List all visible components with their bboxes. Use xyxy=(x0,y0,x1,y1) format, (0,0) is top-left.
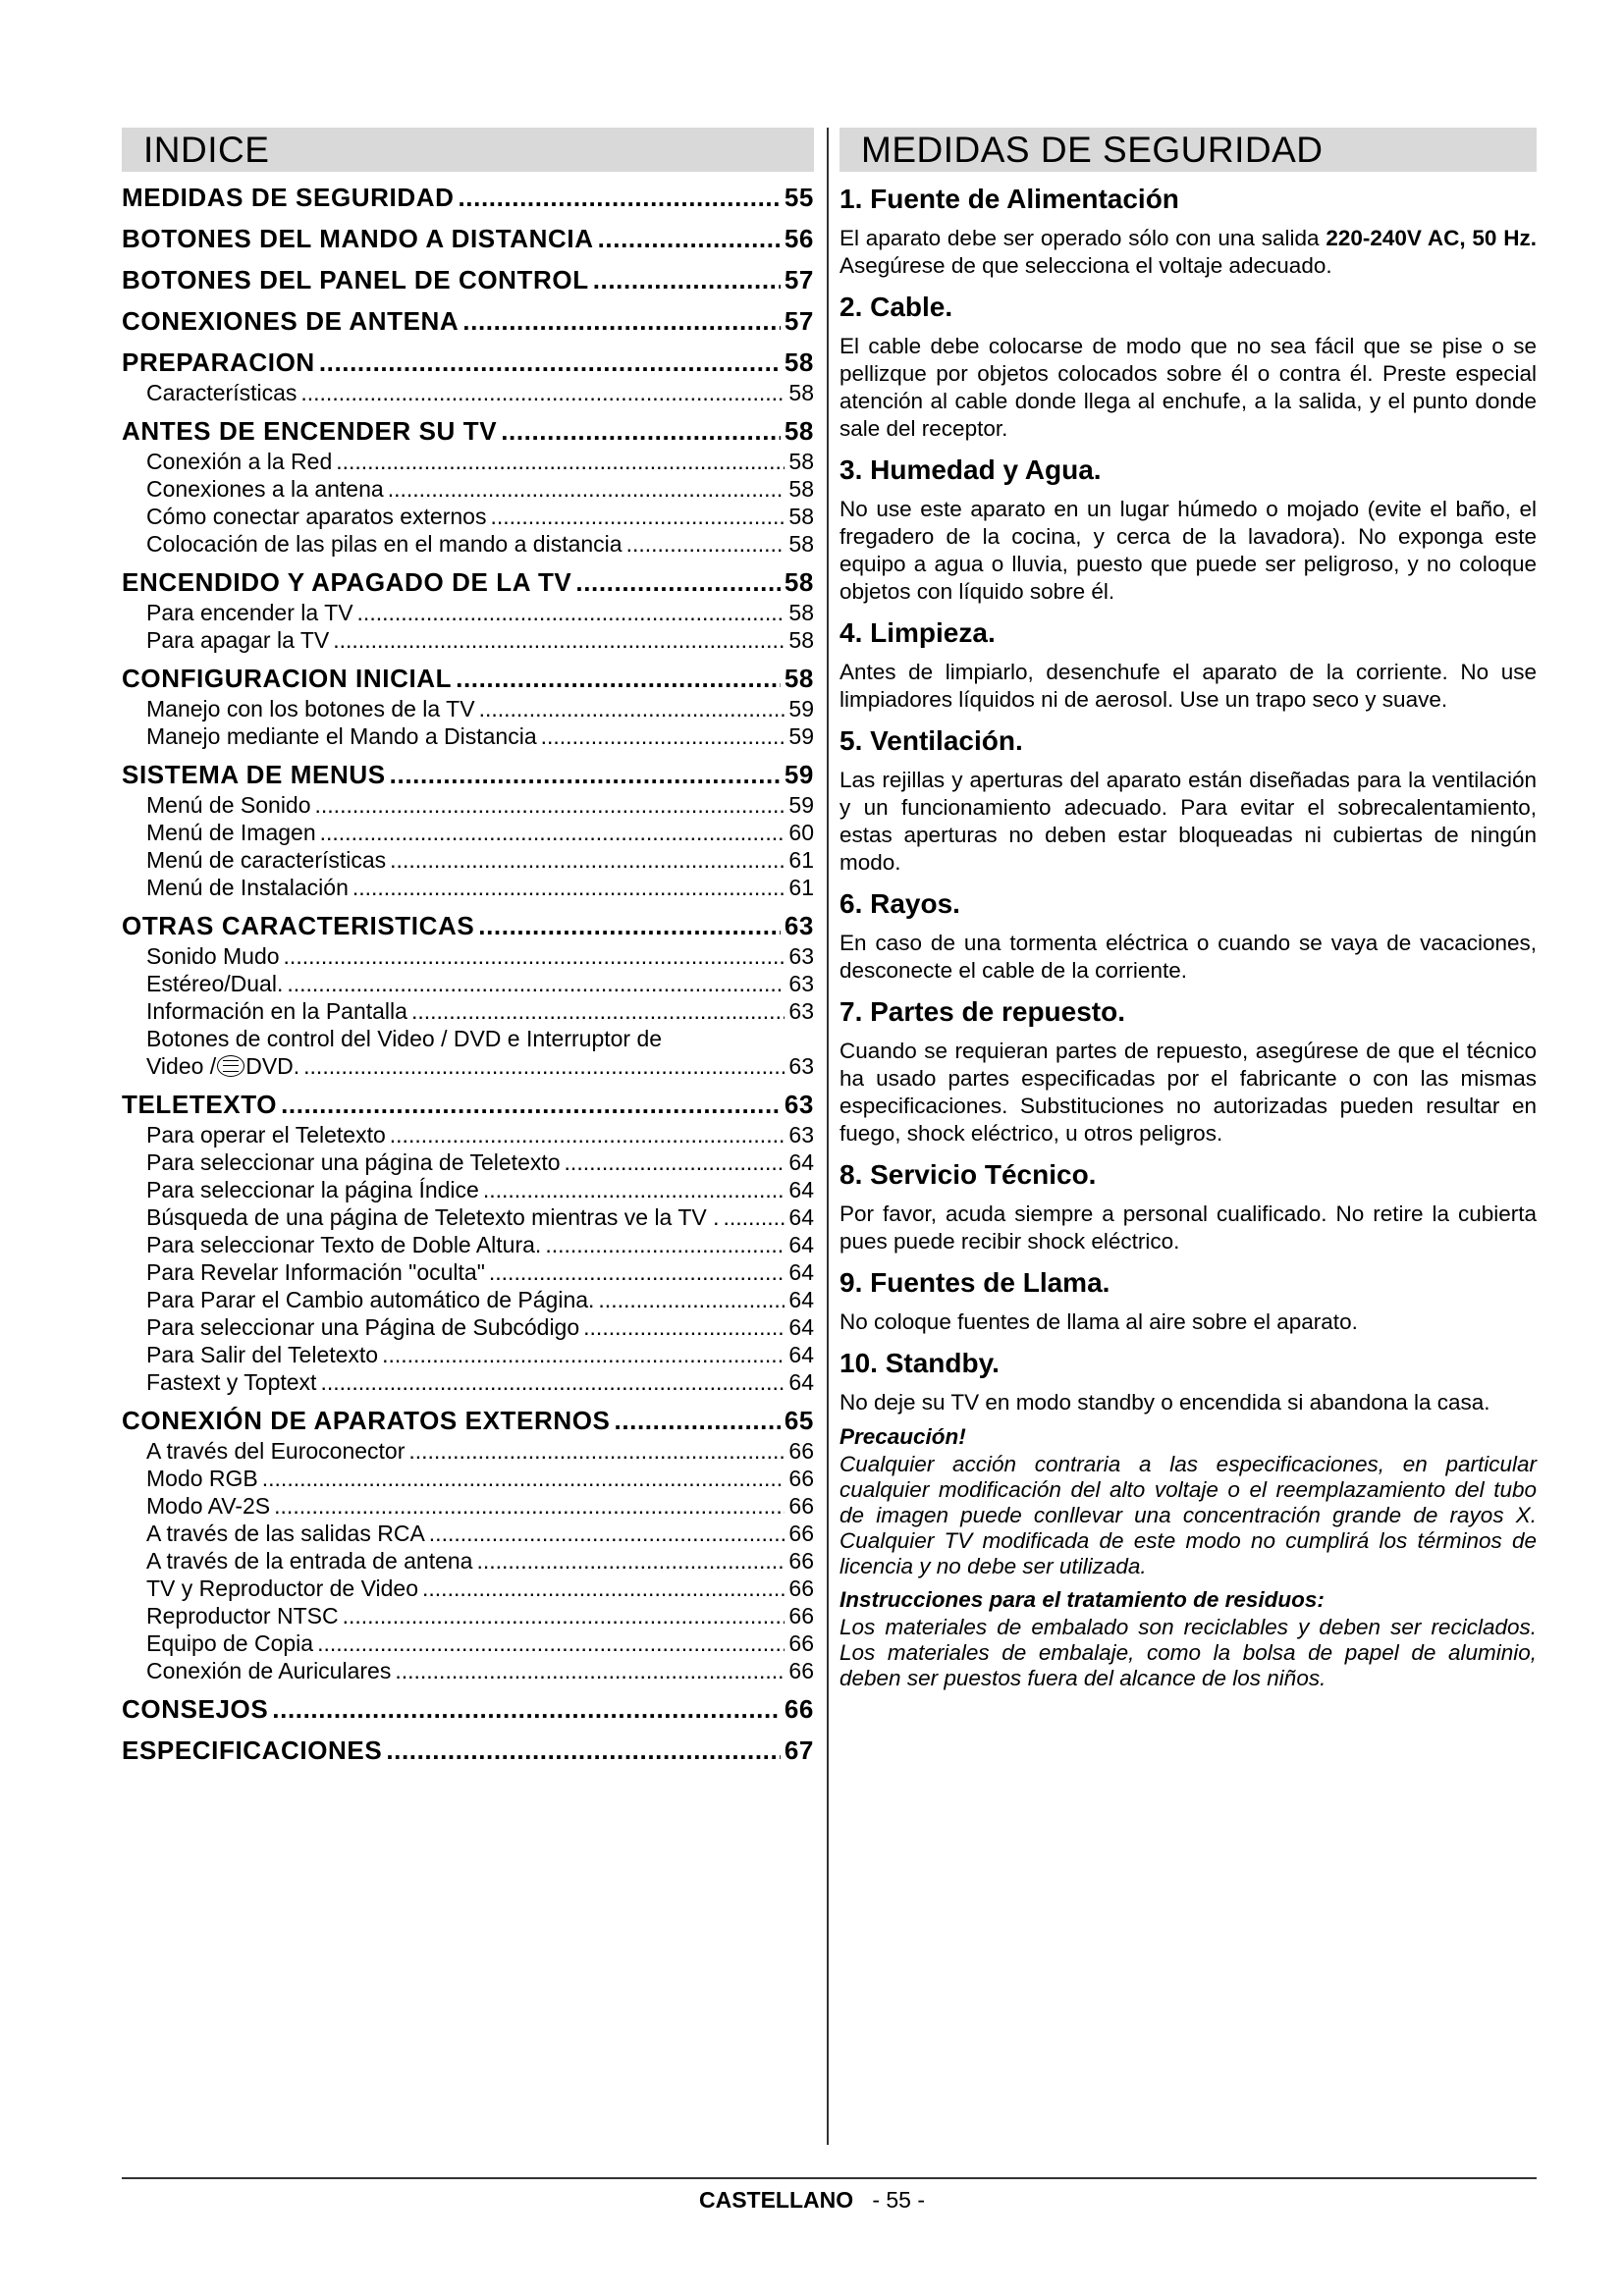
leader-dots xyxy=(458,182,780,214)
leader-dots xyxy=(287,970,785,997)
toc-list xyxy=(122,1089,814,1767)
toc-page-number: 64 xyxy=(788,1149,814,1175)
leader-dots xyxy=(422,1575,785,1602)
caution-text: Cualquier acción contraria a las especificaciones, en particular cualquier modificación del alto voltaje o el reemplazamiento del tubo de imagen puede conllevar una concentración grande de rayos X. Cualquier TV modificada de este modo no cumplirá los términos de licencia y no debe ser utilizada. xyxy=(839,1452,1537,1578)
leader-dots xyxy=(320,1368,785,1396)
toc-page-number: 59 xyxy=(788,696,814,721)
leader-dots xyxy=(390,1121,785,1148)
section-title: 5. Ventilación. xyxy=(839,725,1023,756)
leader-dots xyxy=(583,1313,785,1341)
toc-entry: MEDIDAS DE SEGURIDAD ..... 55 xyxy=(122,182,814,214)
leader-dots xyxy=(317,1629,785,1657)
leader-dots xyxy=(598,223,781,255)
toc-page-number: 58 xyxy=(788,627,814,653)
toc-sub-entry-video-dvd: Video / DVD. ..... 63 xyxy=(122,1052,814,1080)
toc-entry: BOTONES DEL MANDO A DISTANCIA ..... 56 xyxy=(122,223,814,255)
toc-page-number: 58 xyxy=(788,476,814,502)
leader-dots xyxy=(456,663,781,695)
toc-entry: ENCENDIDO Y APAGADO DE LA TV ..... 58 xyxy=(122,566,814,599)
toc-page-number: 63 xyxy=(788,971,814,996)
toc-sub-entry: Para seleccionar una página de Teletexto ..... 64 xyxy=(122,1148,814,1176)
leader-dots xyxy=(545,1231,785,1258)
leader-dots xyxy=(382,1341,785,1368)
toc-page-number: 60 xyxy=(788,820,814,845)
section-title: 6. Rayos. xyxy=(839,888,960,919)
leader-dots xyxy=(593,264,781,296)
safety-column xyxy=(839,128,1537,1691)
section-text: Cuando se requieran partes de repuesto, asegúrese de que el técnico ha usado partes especificadas por el fabricante o con las mismas especificaciones. Substituciones no autorizadas pueden resultar en fuego, shock eléctrico, u otros peligros. xyxy=(839,1039,1537,1146)
section-title: 9. Fuentes de Llama. xyxy=(839,1267,1110,1298)
toc-sub-entry: Para seleccionar la página Índice ..... 64 xyxy=(122,1176,814,1203)
toc-page-number: 64 xyxy=(788,1204,814,1230)
waste-text: Los materiales de embalado son reciclables y deben ser reciclados. Los materiales de embalaje, como la bolsa de papel de aluminio, deben ser puestos fuera del alcance de los niños. xyxy=(839,1615,1537,1690)
leader-dots xyxy=(320,819,785,846)
toc-sub-entry: Manejo mediante el Mando a Distancia ..... 59 xyxy=(122,722,814,750)
caution-title: Precaución! xyxy=(839,1424,966,1449)
toc-sub-entry: Para encender la TV ..... 58 xyxy=(122,599,814,626)
leader-dots xyxy=(724,1203,785,1231)
section-title: 4. Limpieza. xyxy=(839,617,996,648)
section-title: 7. Partes de repuesto. xyxy=(839,996,1126,1027)
toc-page-number: 58 xyxy=(788,600,814,625)
toc-sub-entry: Sonido Mudo ..... 63 xyxy=(122,942,814,970)
column-divider xyxy=(827,128,829,2145)
section-title: 2. Cable. xyxy=(839,292,953,322)
toc-page-number: 58 xyxy=(784,567,814,597)
leader-dots xyxy=(429,1520,785,1547)
leader-dots xyxy=(483,1176,785,1203)
toc-sub-entry: TV y Reproductor de Video ..... 66 xyxy=(122,1575,814,1602)
toc-sub-entry: Modo RGB ..... 66 xyxy=(122,1465,814,1492)
leader-dots xyxy=(575,566,781,599)
toc-page-number: 59 xyxy=(784,760,814,789)
toc-sub-entry: Colocación de las pilas en el mando a distancia ..... 58 xyxy=(122,530,814,558)
toc-page-number: 66 xyxy=(788,1438,814,1464)
voltage-spec: 220-240V AC, 50 Hz. xyxy=(1326,226,1537,250)
toc-page-number: 63 xyxy=(788,998,814,1024)
toc-sub-entry: A través de la entrada de antena ..... 66 xyxy=(122,1547,814,1575)
toc-page-number: 58 xyxy=(784,416,814,446)
leader-dots xyxy=(476,1547,785,1575)
leader-dots xyxy=(343,1602,785,1629)
toc-page-number: 63 xyxy=(788,943,814,969)
toc-page-number: 66 xyxy=(788,1630,814,1656)
toc-sub-entry: Menú de características ..... 61 xyxy=(122,846,814,874)
toc-sub-entry-video-dvd-line1: Botones de control del Video / DVD e Interruptor de xyxy=(146,1026,663,1051)
section-text: El aparato debe ser operado sólo con una salida 220-240V AC, 50 Hz. Asegúrese de que selecciona el voltaje adecuado. xyxy=(839,226,1537,278)
toc-entry: PREPARACION ..... 58 xyxy=(122,347,814,379)
section-text: En caso de una tormenta eléctrica o cuando se vaya de vacaciones, desconecte el cable de la corriente. xyxy=(839,931,1537,983)
section-text: Antes de limpiarlo, desenchufe el aparato de la corriente. No use limpiadores líquidos ni de aerosol. Use un trapo seco y suave. xyxy=(839,660,1537,712)
toc-page-number: 66 xyxy=(784,1694,814,1724)
toc-entry: ANTES DE ENCENDER SU TV ..... 58 xyxy=(122,415,814,448)
toc-page-number: 59 xyxy=(788,723,814,749)
toc-sub-entry: A través del Euroconector ..... 66 xyxy=(122,1437,814,1465)
toc-sub-entry: Estéreo/Dual. ..... 63 xyxy=(122,970,814,997)
toc-page-number: 63 xyxy=(784,911,814,940)
leader-dots xyxy=(281,1089,781,1121)
section-text: No use este aparato en un lugar húmedo o mojado (evite el baño, el fregadero de la cocina, y cerca de la lavadora). No exponga este equipo a agua o lluvia, puesto que puede ser peligroso, y no coloque objetos con líquido sobre él. xyxy=(839,497,1537,604)
toc-page-number: 61 xyxy=(788,847,814,873)
toc-entry: OTRAS CARACTERISTICAS ..... 63 xyxy=(122,910,814,942)
toc-sub-entry: Menú de Sonido ..... 59 xyxy=(122,791,814,819)
toc-page-number: 64 xyxy=(788,1314,814,1340)
waste-title: Instrucciones para el tratamiento de residuos: xyxy=(839,1587,1325,1612)
toc-page-number: 64 xyxy=(788,1232,814,1257)
leader-dots xyxy=(388,475,785,503)
toc-page-number: 58 xyxy=(788,449,814,474)
toc-sub-entry: Para Revelar Información "oculta" ..... 64 xyxy=(122,1258,814,1286)
footer-rule xyxy=(122,2177,1537,2179)
toc-sub-entry: Para seleccionar una Página de Subcódigo ..... 64 xyxy=(122,1313,814,1341)
toc-entry: CONEXIONES DE ANTENA ..... 57 xyxy=(122,305,814,338)
toc-sub-entry: Menú de Instalación ..... 61 xyxy=(122,874,814,901)
leader-dots xyxy=(615,1405,781,1437)
toc-sub-entry: Búsqueda de una página de Teletexto mientras ve la TV . ..... 64 xyxy=(122,1203,814,1231)
toc-page-number: 57 xyxy=(784,265,814,294)
toc-page-number: 66 xyxy=(788,1548,814,1574)
leader-dots xyxy=(541,722,785,750)
section-text: No deje su TV en modo standby o encendida si abandona la casa. xyxy=(839,1390,1490,1415)
toc-sub-entry: Manejo con los botones de la TV ..... 59 xyxy=(122,695,814,722)
toc-entry: CONSEJOS ..... 66 xyxy=(122,1693,814,1726)
toc-page-number: 63 xyxy=(788,1053,814,1079)
section-text: El cable debe colocarse de modo que no sea fácil que se pise o se pellizque por objetos colocados sobre él o contra él. Preste especial atención al cable donde llega al enchufe, a la salida, y el punto donde sale del receptor. xyxy=(839,334,1537,441)
dvd-icon xyxy=(217,1055,244,1077)
toc-sub-entry: Para Salir del Teletexto ..... 64 xyxy=(122,1341,814,1368)
leader-dots xyxy=(462,305,781,338)
toc-sub-entry: A través de las salidas RCA ..... 66 xyxy=(122,1520,814,1547)
toc-sub-entry: Para seleccionar Texto de Doble Altura. ..... 64 xyxy=(122,1231,814,1258)
leader-dots xyxy=(303,1052,785,1080)
leader-dots xyxy=(284,942,785,970)
toc-page-number: 64 xyxy=(788,1259,814,1285)
section-text: Las rejillas y aperturas del aparato están diseñadas para la ventilación y un funcionamiento adecuado. Para evitar el sobrecalentamiento, estas aperturas no deben estar bloqueadas ni cubiertas de ningún modo. xyxy=(839,768,1537,875)
toc-sub-entry: Conexión a la Red ..... 58 xyxy=(122,448,814,475)
footer-language: CASTELLANO xyxy=(698,2187,854,2213)
toc-sub-entry: Equipo de Copia ..... 66 xyxy=(122,1629,814,1657)
toc-entry: CONEXIÓN DE APARATOS EXTERNOS ..... 65 xyxy=(122,1405,814,1437)
toc-sub-entry: Menú de Imagen ..... 60 xyxy=(122,819,814,846)
toc-entry: SISTEMA DE MENUS ..... 59 xyxy=(122,759,814,791)
leader-dots xyxy=(386,1735,781,1767)
toc-page-number: 58 xyxy=(784,664,814,693)
leader-dots xyxy=(262,1465,785,1492)
page-number: - 55 - xyxy=(872,2187,926,2213)
leader-dots xyxy=(626,530,785,558)
toc-page-number: 66 xyxy=(788,1603,814,1629)
section-title: 3. Humedad y Agua. xyxy=(839,454,1102,485)
toc-page-number: 64 xyxy=(788,1287,814,1312)
section-title: 10. Standby. xyxy=(839,1348,1000,1378)
toc-sub-entry: Conexión de Auriculares ..... 66 xyxy=(122,1657,814,1684)
leader-dots xyxy=(274,1492,785,1520)
toc-page-number: 66 xyxy=(788,1466,814,1491)
leader-dots xyxy=(395,1657,785,1684)
toc-page-number: 65 xyxy=(784,1406,814,1435)
toc-page-number: 66 xyxy=(788,1575,814,1601)
toc-entry: CONFIGURACION INICIAL ..... 58 xyxy=(122,663,814,695)
toc-sub-entry: Conexiones a la antena ..... 58 xyxy=(122,475,814,503)
toc-page-number: 67 xyxy=(784,1735,814,1765)
toc-page-number: 64 xyxy=(788,1342,814,1367)
toc-sub-entry: Cómo conectar aparatos externos ..... 58 xyxy=(122,503,814,530)
toc-page-number: 58 xyxy=(788,380,814,405)
toc-sub-entry: Modo AV-2S ..... 66 xyxy=(122,1492,814,1520)
toc-sub-entry: Información en la Pantalla ..... 63 xyxy=(122,997,814,1025)
toc-sub-entry: Para operar el Teletexto ..... 63 xyxy=(122,1121,814,1148)
toc-sub-entry: Para apagar la TV ..... 58 xyxy=(122,626,814,654)
toc-page-number: 58 xyxy=(788,504,814,529)
index-column xyxy=(122,128,814,1767)
leader-dots xyxy=(411,997,785,1025)
leader-dots xyxy=(357,599,785,626)
section-title: 8. Servicio Técnico. xyxy=(839,1159,1097,1190)
leader-dots xyxy=(319,347,781,379)
toc-entry: BOTONES DEL PANEL DE CONTROL ..... 57 xyxy=(122,264,814,296)
toc-sub-entry: Características ..... 58 xyxy=(122,379,814,406)
toc-page-number: 55 xyxy=(784,183,814,212)
leader-dots xyxy=(478,910,781,942)
page-footer xyxy=(0,2187,1624,2214)
leader-dots xyxy=(408,1437,785,1465)
leader-dots xyxy=(501,415,781,448)
leader-dots xyxy=(479,695,785,722)
section-text: No coloque fuentes de llama al aire sobre el aparato. xyxy=(839,1309,1358,1334)
leader-dots xyxy=(490,503,785,530)
toc-page-number: 66 xyxy=(788,1493,814,1519)
toc-page-number: 64 xyxy=(788,1177,814,1202)
section-text: Por favor, acuda siempre a personal cualificado. No retire la cubierta pues puede recibir shock eléctrico. xyxy=(839,1201,1537,1254)
toc-page-number: 56 xyxy=(784,224,814,253)
toc-page-number: 61 xyxy=(788,875,814,900)
toc-page-number: 58 xyxy=(788,531,814,557)
toc-entry: TELETEXTO ..... 63 xyxy=(122,1089,814,1121)
safety-heading: MEDIDAS DE SEGURIDAD xyxy=(839,128,1537,172)
leader-dots xyxy=(272,1693,781,1726)
leader-dots xyxy=(315,791,785,819)
toc-list xyxy=(122,182,814,1025)
leader-dots xyxy=(336,448,785,475)
leader-dots xyxy=(333,626,785,654)
toc-page-number: 66 xyxy=(788,1521,814,1546)
toc-sub-entry: Fastext y Toptext ..... 64 xyxy=(122,1368,814,1396)
leader-dots xyxy=(565,1148,785,1176)
leader-dots xyxy=(352,874,785,901)
leader-dots xyxy=(390,846,785,874)
toc-entry: ESPECIFICACIONES ..... 67 xyxy=(122,1735,814,1767)
leader-dots xyxy=(390,759,781,791)
toc-page-number: 63 xyxy=(788,1122,814,1148)
section-title: 1. Fuente de Alimentación xyxy=(839,184,1179,214)
leader-dots xyxy=(300,379,785,406)
toc-page-number: 66 xyxy=(788,1658,814,1683)
leader-dots xyxy=(489,1258,785,1286)
toc-page-number: 63 xyxy=(784,1090,814,1119)
toc-sub-entry: Para Parar el Cambio automático de Página. ..... 64 xyxy=(122,1286,814,1313)
toc-page-number: 58 xyxy=(784,347,814,377)
toc-page-number: 64 xyxy=(788,1369,814,1395)
toc-page-number: 57 xyxy=(784,306,814,336)
leader-dots xyxy=(598,1286,785,1313)
index-heading: INDICE xyxy=(122,128,814,172)
toc-sub-entry: Reproductor NTSC ..... 66 xyxy=(122,1602,814,1629)
toc-page-number: 59 xyxy=(788,792,814,818)
